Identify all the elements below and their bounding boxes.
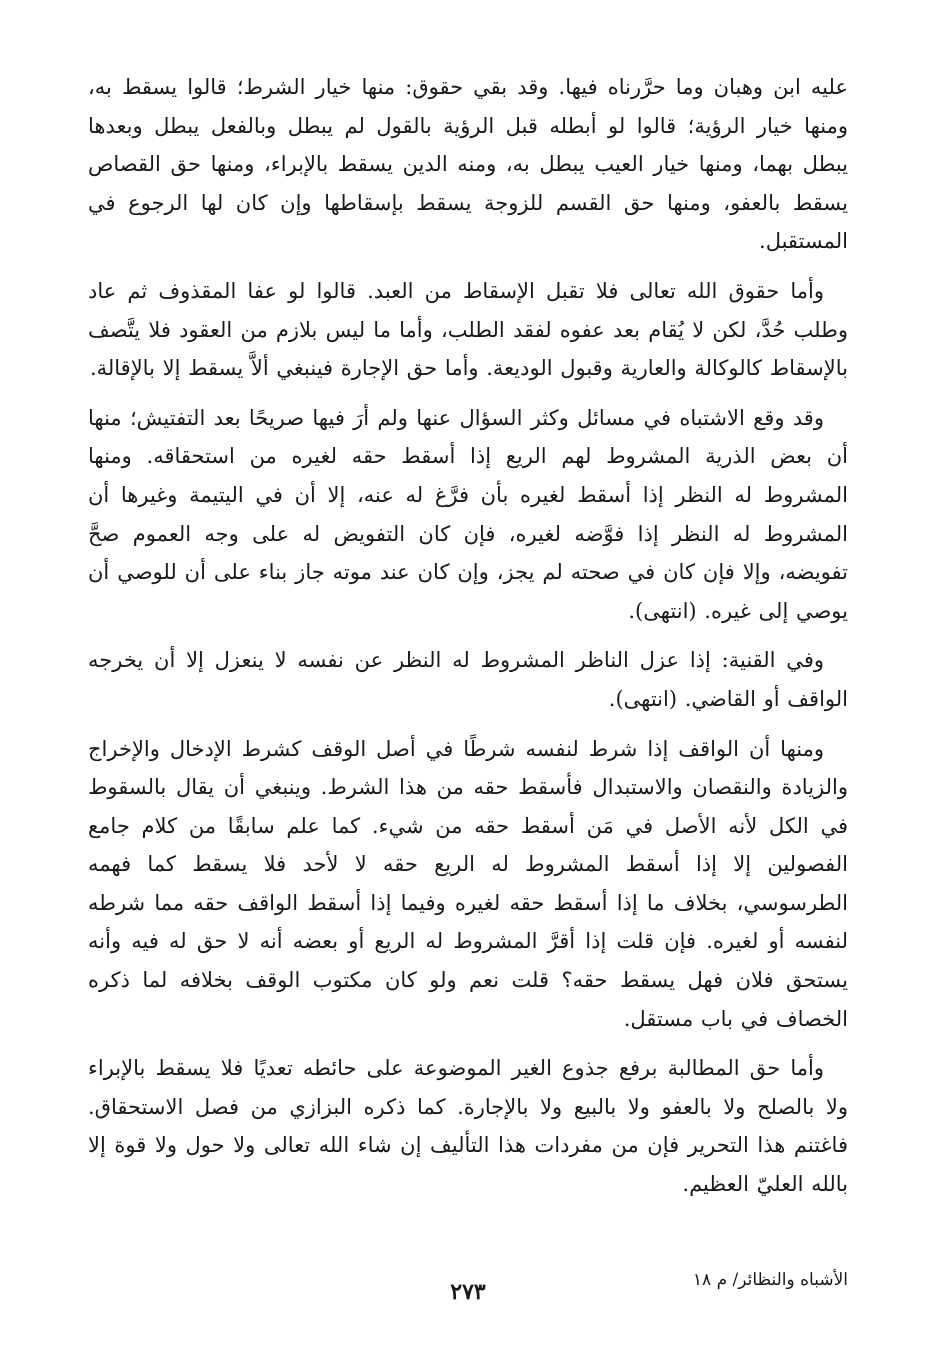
- paragraph-3: وقد وقع الاشتباه في مسائل وكثر السؤال عنها ولم أرَ فيها صريحًا بعد التفتيش؛ منها أن بعض الذرية المشروط لهم الريع إذا أسقط حقه لغيره من استحقاقه. ومنها المشروط له النظر إذا أسقط لغيره بأن فرَّغ له عنه، إلا أن في اليتيمة وغيرها أن المشروط له النظر إذا فوَّضه لغيره، فإن كان التفويض له على وجه العموم صحَّ تفويضه، وإلا فإن كان في صحته لم يجز، وإن كان عند موته جاز بناء على أن للوصي أن يوصي إلى غيره. (انتهى).: [88, 405, 848, 623]
- paragraph-4: وفي القنية: إذا عزل الناظر المشروط له النظر عن نفسه لا ينعزل إلا أن يخرجه الواقف أو القاضي. (انتهى).: [88, 648, 848, 711]
- page-footer: [88, 1268, 848, 1308]
- book-title-footer: الأشباه والنظائر/ م ١٨: [692, 1270, 848, 1290]
- paragraph-5: ومنها أن الواقف إذا شرط لنفسه شرطًا في أصل الوقف كشرط الإدخال والإخراج والزيادة والنقصان والاستبدال فأسقط حقه من هذا الشرط. وينبغي أن يقال بالسقوط في الكل لأنه الأصل في مَن أسقط حقه من شيء. كما علم سابقًا من كلام جامع الفصولين إلا إذا أسقط المشروط له الريع حقه لا لأحد فلا يسقط كما فهمه الطرسوسي، بخلاف ما إذا أسقط حقه لغيره وفيما إذا أسقط الواقف حقه مما شرطه لنفسه أو لغيره. فإن قلت إذا أقرَّ المشروط له الريع أو بعضه أنه لا حق له فيه وأنه يستحق فلان فهل يسقط حقه؟ قلت نعم ولو كان مكتوب الوقف بخلافه لما ذكره الخصاف في باب مستقل.: [88, 736, 848, 1031]
- paragraph-2: وأما حقوق الله تعالى فلا تقبل الإسقاط من العبد. قالوا لو عفا المقذوف ثم عاد وطلب حُدَّ، لكن لا يُقام بعد عفوه لفقد الطلب، وأما ما ليس بلازم من العقود فلا يتَّصف بالإسقاط كالوكالة والعارية وقبول الوديعة. وأما حق الإجارة فينبغي ألاَّ يسقط إلا بالإقالة.: [88, 278, 848, 381]
- page-body: [88, 68, 848, 1248]
- page-number: ٢٧٣: [450, 1279, 486, 1305]
- paragraph-1: عليه ابن وهبان وما حرَّرناه فيها. وقد بقي حقوق: منها خيار الشرط؛ قالوا يسقط به، ومنها خيار الرؤية؛ قالوا لو أبطله قبل الرؤية بالقول لم يبطل وبالفعل يبطل وبعدها يبطل بهما، ومنها خيار العيب يبطل به، ومنه الدين يسقط بالإبراء، ومنها حق القصاص يسقط بالعفو، ومنها حق القسم للزوجة يسقط بإسقاطها وإن كان لها الرجوع في المستقبل.: [88, 75, 848, 254]
- paragraph-6: وأما حق المطالبة برفع جذوع الغير الموضوعة على حائطه تعديًا فلا يسقط بالإبراء ولا بالصلح ولا بالعفو ولا بالبيع ولا بالإجارة. كما ذكره البزازي من فصل الاستحقاق. فاغتنم هذا التحرير فإن من مفردات هذا التأليف إن شاء الله تعالى ولا حول ولا قوة إلا بالله العليّ العظيم.: [88, 1056, 848, 1197]
